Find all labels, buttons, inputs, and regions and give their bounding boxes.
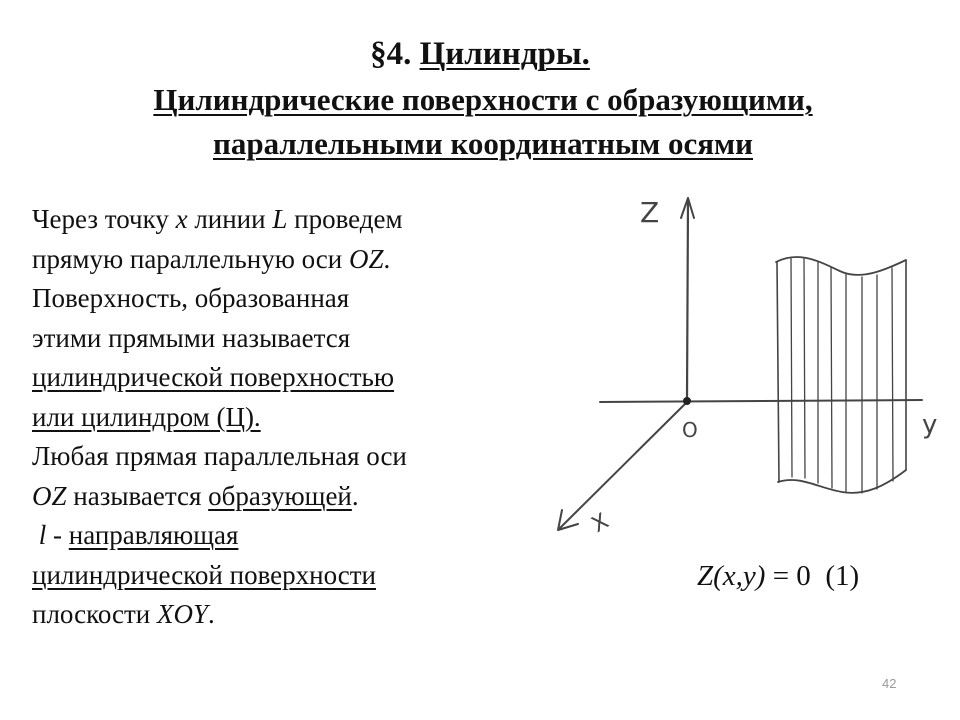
z-axis <box>687 200 688 400</box>
text: называется <box>66 480 209 511</box>
term-directrix-cont: цилиндрической поверхности <box>32 559 376 590</box>
x-axis <box>560 402 687 528</box>
text: . <box>208 599 215 629</box>
title-line-1 <box>0 30 960 78</box>
var-x: x <box>175 204 188 234</box>
body-line-3: Поверхность, образованная <box>32 283 350 313</box>
axis-oz: OZ <box>348 243 384 274</box>
plane-xoy: XOY <box>156 599 208 629</box>
page-number: 42 <box>882 676 897 691</box>
z-label: Z <box>640 196 660 229</box>
bottom-directrix <box>778 470 906 493</box>
body-line-6 <box>32 398 572 438</box>
origin-label: O <box>682 418 698 442</box>
text: плоскости <box>32 599 157 629</box>
term-directrix: направляющая <box>68 520 239 550</box>
subtitle-line-2 <box>0 122 960 166</box>
x-label: X <box>587 508 614 539</box>
equation-number: (1) <box>825 560 860 592</box>
body-line-10 <box>32 556 572 596</box>
axis-oz: OZ <box>32 480 67 511</box>
generatrix <box>892 268 893 481</box>
formula-rhs: = 0 <box>765 560 811 592</box>
body-line-2 <box>32 240 572 280</box>
term-cylindrical-surface: цилиндрической поверхностью <box>32 362 395 392</box>
text: Через точку <box>32 204 176 234</box>
y-label: y <box>922 410 938 440</box>
top-directrix <box>776 257 906 275</box>
section-number: §4. <box>370 36 412 72</box>
generatrix <box>831 267 832 488</box>
generatrix <box>791 258 792 477</box>
generatrix <box>804 258 805 478</box>
body-text <box>32 200 572 635</box>
slide-title <box>0 30 960 166</box>
text: проведем <box>287 204 403 234</box>
term-generatrix: образующей <box>208 480 352 511</box>
body-line-8 <box>32 477 572 517</box>
text: прямую параллельную оси <box>32 243 349 274</box>
subtitle-line-1: Цилиндрические поверхности с образующими, <box>153 82 813 117</box>
text: линии <box>187 204 273 234</box>
formula-lhs: Z <box>697 560 714 592</box>
equation <box>697 560 859 593</box>
origin-point <box>683 397 691 405</box>
body-line-1 <box>32 200 572 240</box>
var-l: l <box>38 520 47 550</box>
body-line-5 <box>32 358 572 398</box>
subtitle-line-2-text: параллельными координатным осями <box>212 126 754 161</box>
section-heading: Цилиндры. <box>419 36 590 72</box>
body-line-11 <box>32 595 572 635</box>
formula-args: (x,y) <box>713 560 766 592</box>
term-cylinder: или цилиндром (Ц). <box>32 401 261 432</box>
y-axis <box>600 400 922 402</box>
body-line-7: Любая прямая параллельная оси <box>32 441 407 471</box>
text: . <box>383 243 391 274</box>
body-line-4: этими прямыми называется <box>32 322 351 353</box>
var-L: L <box>272 204 288 234</box>
cylinder-sketch <box>545 180 960 560</box>
text: - <box>46 520 69 550</box>
body-line-9 <box>32 516 572 556</box>
text: . <box>351 480 359 511</box>
generatrix <box>777 262 779 482</box>
